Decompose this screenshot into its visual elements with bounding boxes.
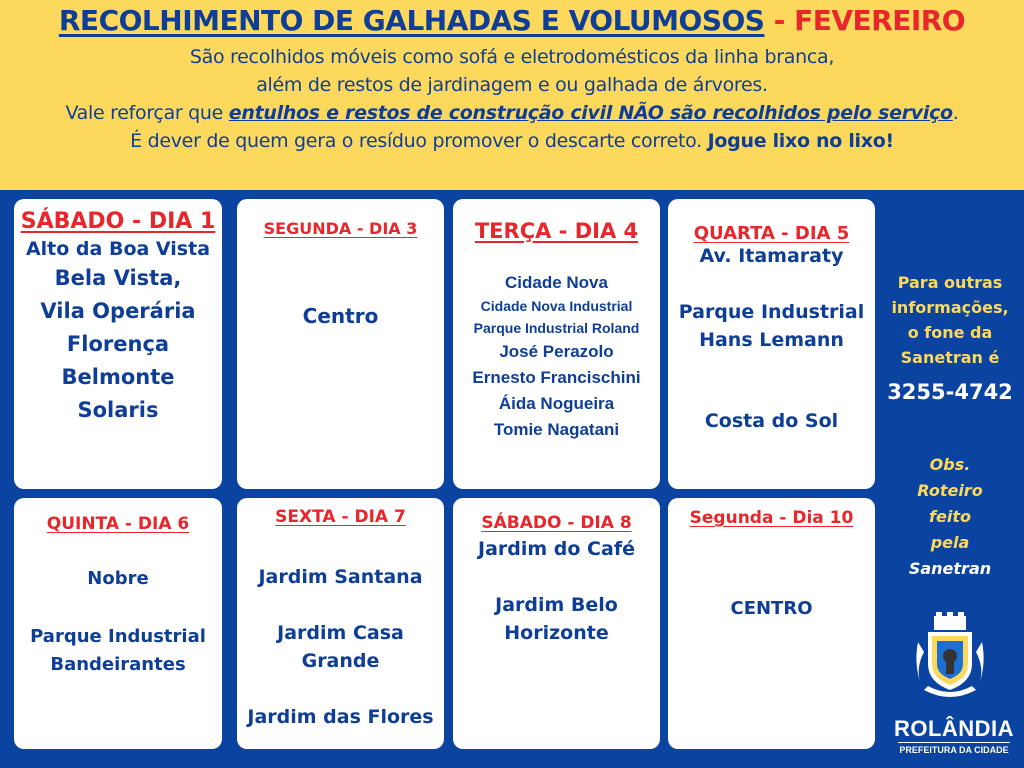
card-location: Vila Operária [40,299,196,323]
schedule-card-quinta-6 [14,498,222,749]
header-banner [0,0,1024,190]
observation-note [880,452,1020,582]
desc-line-3 [0,99,1024,127]
city-crest-icon [910,612,990,702]
desc-warning: entulhos e restos de construção civil NÃO são recolhidos pelo serviço [228,102,953,124]
card-location: Jardim das Flores [247,706,434,728]
desc-line-3-suffix: . [952,102,959,124]
card-location: Parque Industrial [678,301,865,323]
card-day: QUARTA - DIA 5 [693,223,850,244]
schedule-card-sexta-7 [237,498,444,749]
card-location: Cidade Nova Industrial [480,298,633,314]
card-location: Costa do Sol [704,410,839,432]
obs-line: Sanetran [908,559,992,578]
card-location: Belmonte [61,365,175,389]
desc-line-4-prefix: É dever de quem gera o resíduo promover o descarte correto. [130,130,708,152]
card-location: Florença [66,332,170,356]
card-location: Horizonte [504,622,609,644]
card-location: Jardim do Café [478,538,635,560]
description [0,43,1024,155]
card-day: SÁBADO - DIA 8 [481,513,632,533]
card-location: Alto da Boa Vista [25,238,211,260]
schedule-card-quarta-5 [668,199,875,489]
card-location: Av. Itamaraty [699,245,844,267]
obs-line: Roteiro [917,481,983,500]
title-main: RECOLHIMENTO DE GALHADAS E VOLUMOSOS [58,4,765,37]
card-location: Ernesto Francischini [472,368,641,387]
card-location: Jardim Casa [277,622,404,644]
desc-slogan: Jogue lixo no lixo! [707,130,894,152]
page-title [0,0,1024,37]
card-location: Jardim Santana [258,566,423,588]
contact-info [880,270,1020,370]
schedule-card-terca-4 [453,199,660,489]
info-line: Para outras [897,273,1003,292]
desc-line-3-prefix: Vale reforçar que [65,102,229,124]
card-location: Hans Lemann [699,329,844,351]
card-day: SEGUNDA - DIA 3 [263,219,418,238]
card-location: José Perazolo [499,342,614,361]
brand-subtitle: PREFEITURA DA CIDADE [898,742,1010,755]
card-location: Nobre [87,568,149,589]
schedule-card-sabado-8 [453,498,660,749]
card-location: Bandeirantes [50,654,186,675]
obs-line: Obs. [929,455,971,474]
card-location: Parque Industrial Roland [473,320,640,336]
obs-line: pela [930,533,970,552]
desc-line-4 [0,127,1024,155]
info-line: o fone da [907,323,993,342]
brand-name: ROLÂNDIA [893,716,1015,741]
desc-line-1: São recolhidos móveis como sofá e eletrodomésticos da linha branca, [189,46,835,68]
card-day: QUINTA - DIA 6 [46,514,190,534]
obs-line: feito [929,507,971,526]
title-month: - FEVEREIRO [773,4,966,37]
card-day: SÁBADO - DIA 1 [20,209,216,234]
phone-number: 3255-4742 [887,380,1013,404]
card-day: Segunda - Dia 10 [689,508,854,528]
card-day: SEXTA - DIA 7 [275,507,406,527]
schedule-card-segunda-3 [237,199,444,489]
card-location: CENTRO [730,598,813,619]
info-line: informações, [891,298,1009,317]
card-location: Bela Vista, [54,266,182,290]
card-location: Áida Nogueira [498,394,615,413]
card-location: Solaris [77,398,159,422]
card-location: Grande [301,650,380,672]
card-location: Jardim Belo [495,594,618,616]
card-location: Centro [302,304,379,328]
card-day: TERÇA - DIA 4 [474,219,639,243]
info-line: Sanetran é [900,348,1000,367]
city-logo [884,716,1024,755]
desc-line-2: além de restos de jardinagem e ou galhada de árvores. [256,74,768,96]
schedule-card-sabado-1 [14,199,222,489]
schedule-card-segunda-10 [668,498,875,749]
card-location: Parque Industrial [30,626,206,647]
card-location: Cidade Nova [505,273,608,292]
card-location: Tomie Nagatani [493,420,620,439]
